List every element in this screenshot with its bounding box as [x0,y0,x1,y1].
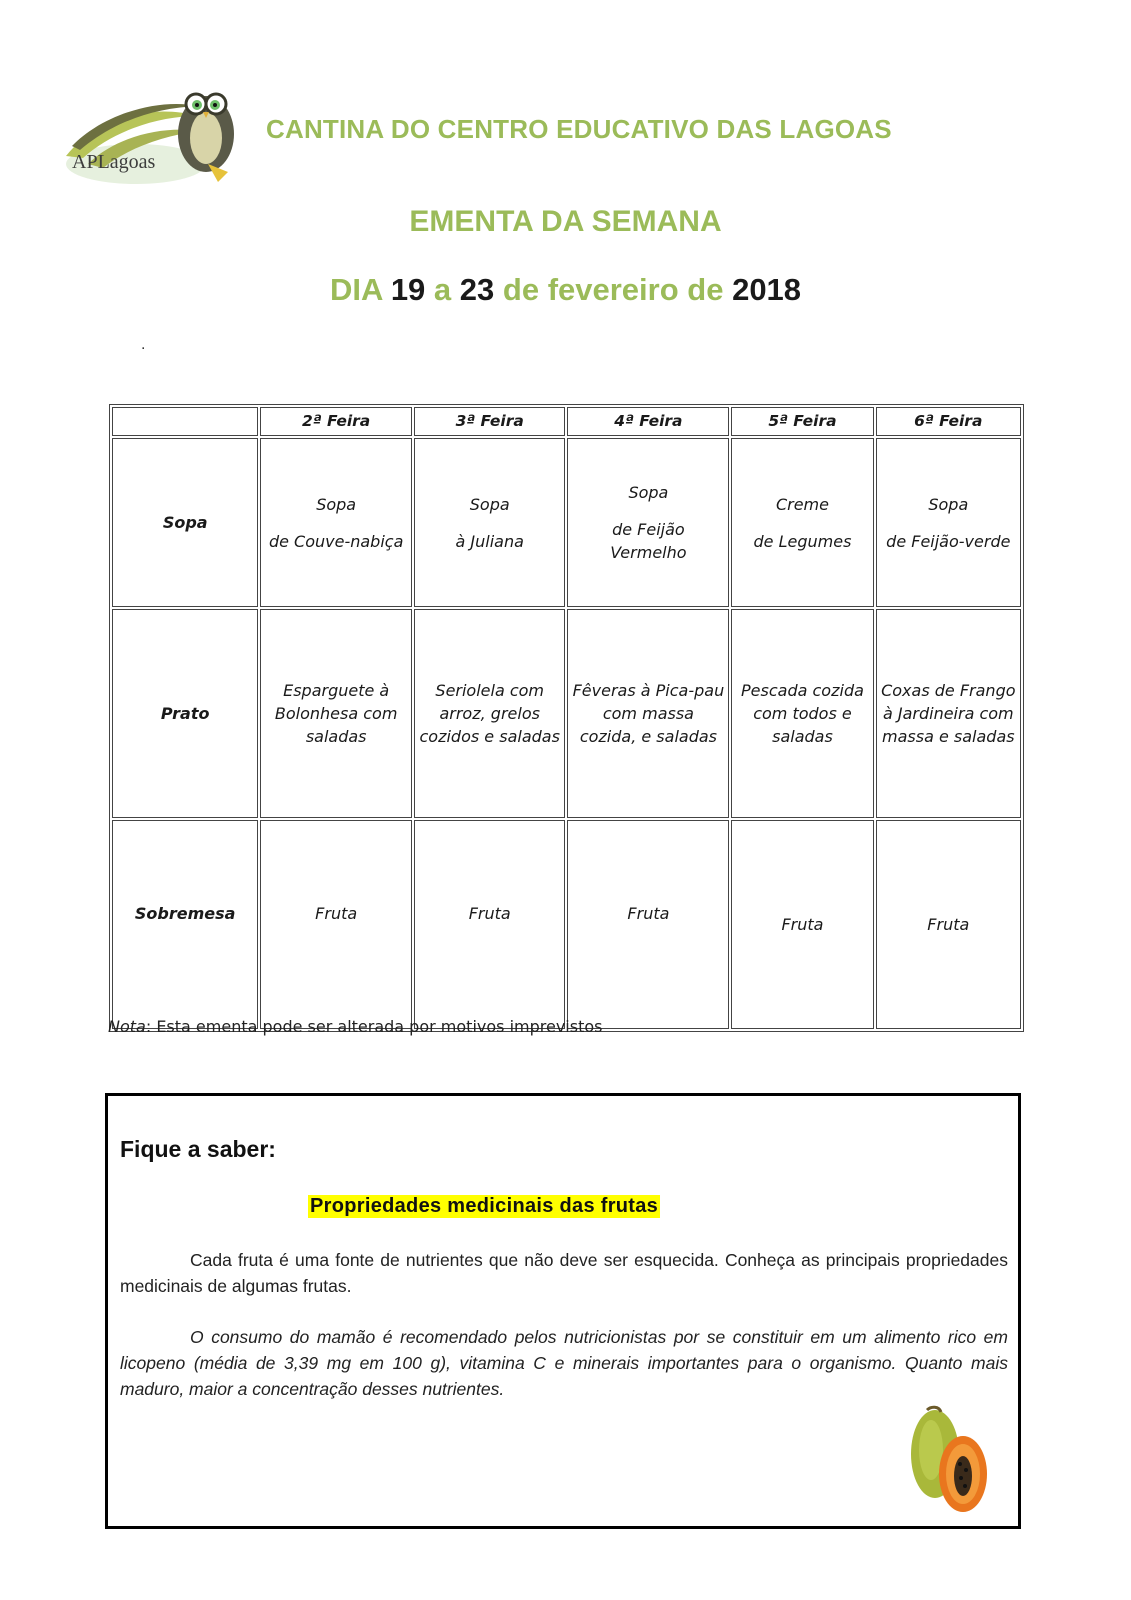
day-header: 6ª Feira [876,407,1021,436]
row-label-prato: Prato [112,609,258,818]
date-separator: a [433,272,452,307]
main-dish-cell: Esparguete à Bolonhesa com saladas [260,609,412,818]
main-dish-cell: Pescada cozida com todos e saladas [731,609,873,818]
soup-cell [414,438,566,607]
soup-cell [567,438,729,607]
info-subtitle: Propriedades medicinais das frutas [310,1195,659,1217]
aplagoas-logo [58,76,243,191]
soup-cell [876,438,1021,607]
date-start: 19 [390,272,426,307]
dessert-cell: Fruta [731,820,873,1029]
dessert-cell: Fruta [567,820,729,1029]
soup-name: de Feijão-verde [886,531,1011,551]
main-dish-cell: Coxas de Frango à Jardineira com massa e saladas [876,609,1021,818]
soup-type: Sopa [316,494,357,514]
info-paragraph-2 [120,1324,1008,1402]
info-title: Fique a saber: [120,1136,276,1162]
cantina-title: CANTINA DO CENTRO EDUCATIVO DAS LAGOAS [266,114,892,144]
main-dish-cell: Fêveras à Pica-pau com massa cozida, e saladas [567,609,729,818]
paragraph-2-text: O consumo do mamão é recomendado pelos nutricionistas por se constituir em um alimento rico em licopeno (média de 3,39 mg em 100 g), vitamina C e minerais importantes para o organismo. Quanto mais maduro, maior a concentração desses nutrientes. [120,1327,1008,1399]
date-range [0,272,1131,308]
soup-cell [260,438,412,607]
note-text: : Esta ementa pode ser alterada por motivos imprevistos [145,1017,603,1036]
week-menu-title: EMENTA DA SEMANA [409,205,722,238]
soup-name: de Couve-nabiça [268,531,404,551]
soup-cell [731,438,873,607]
note-label: Nota [108,1017,146,1036]
info-paragraph-1 [120,1247,1008,1299]
day-header: 2ª Feira [260,407,412,436]
menu-note [108,1017,602,1036]
weekly-menu-table [109,404,1024,1032]
row-label-sopa: Sopa [112,438,258,607]
date-end: 23 [459,272,495,307]
stray-dot: . [141,336,146,353]
empty-header-cell [112,407,258,436]
soup-type: Creme [775,494,829,514]
soup-type: Sopa [628,483,669,502]
dessert-cell: Fruta [414,820,566,1029]
table-header-row [112,407,1021,436]
day-header: 3ª Feira [414,407,566,436]
date-month: de fevereiro de [502,272,724,307]
soup-type: Sopa [928,494,969,514]
paragraph-1-text: Cada fruta é uma fonte de nutrientes que não deve ser esquecida. Conheça as principais propriedades medicinais de algumas frutas. [120,1250,1008,1296]
table-row-sopa [112,438,1021,607]
logo-text: APLagoas [72,151,156,173]
soup-type: Sopa [469,494,510,514]
soup-name: de Legumes [753,531,852,551]
papaya-image [905,1402,995,1517]
soup-name: à Juliana [455,531,524,551]
date-year: 2018 [732,272,802,307]
date-prefix: DIA [329,272,383,307]
dessert-cell: Fruta [876,820,1021,1029]
dessert-cell: Fruta [260,820,412,1029]
soup-name: de Feijão Vermelho [610,520,687,562]
day-header: 5ª Feira [731,407,873,436]
day-header: 4ª Feira [567,407,729,436]
table-row-prato [112,609,1021,818]
table-row-sobremesa [112,820,1021,1029]
row-label-sobremesa: Sobremesa [112,820,258,1029]
main-dish-cell: Seriolela com arroz, grelos cozidos e saladas [414,609,566,818]
